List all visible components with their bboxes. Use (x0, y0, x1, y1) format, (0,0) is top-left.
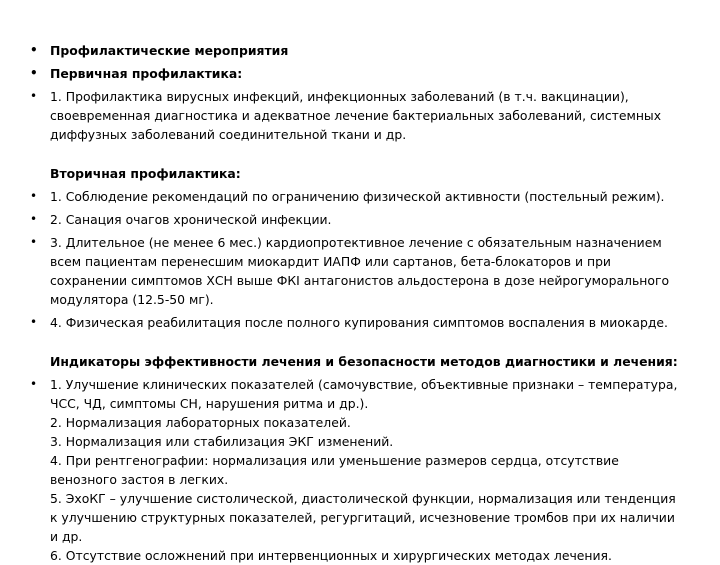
primary-heading: Первичная профилактика: (50, 66, 243, 81)
bullet: • (30, 235, 38, 249)
primary-heading-item (28, 64, 688, 83)
secondary-item-text: 1. Соблюдение рекомендаций по ограничению физической активности (постельный режим). (50, 189, 665, 204)
indicator-line: ЧСС, ЧД, симптомы СН, нарушения ритма и др.). (50, 396, 369, 411)
secondary-line: 3. Длительное (не менее 6 мес.) кардиопротективное лечение с обязательным назначением (50, 235, 662, 250)
indicator-line: 1. Улучшение клинических показателей (самочувствие, объективные признаки – температура, (50, 377, 678, 392)
secondary-line: сохранении симптомов ХСН выше ФКI антагонистов альдостерона в дозе нейрогуморального (50, 273, 670, 288)
bullet: • (30, 43, 38, 57)
indicator-line: 2. Нормализация лабораторных показателей. (50, 415, 351, 430)
secondary-line: всем пациентам перенесшим миокардит ИАПФ или сартанов, бета-блокаторов и при (50, 254, 611, 269)
indicators-heading: Индикаторы эффективности лечения и безопасности методов диагностики и лечения: (50, 354, 678, 369)
primary-line: 1. Профилактика вирусных инфекций, инфекционных заболеваний (в т.ч. вакцинации), (50, 89, 629, 104)
secondary-item-1 (28, 187, 688, 206)
indicator-line: 4. При рентгенографии: нормализация или уменьшение размеров сердца, отсутствие (50, 453, 619, 468)
indicator-line: 6. Отсутствие осложнений при интервенционных и хирургических методах лечения. (50, 548, 612, 563)
secondary-item-2 (28, 210, 688, 229)
indicator-line: 3. Нормализация или стабилизация ЭКГ изменений. (50, 434, 394, 449)
bullet: • (30, 315, 38, 329)
bullet: • (30, 189, 38, 203)
bullet: • (30, 212, 38, 226)
indicator-line: к улучшению структурных показателей, регургитаций, исчезновение тромбов при их наличии (50, 510, 675, 525)
secondary-item-text: 4. Физическая реабилитация после полного купирования симптомов воспаления в миокарде. (50, 315, 668, 330)
bullet: • (30, 89, 38, 103)
indicators-item (28, 375, 688, 565)
bullet: • (30, 66, 38, 80)
primary-line: своевременная диагностика и адекватное лечение бактериальных заболеваний, системных (50, 108, 662, 123)
secondary-heading: Вторичная профилактика: (50, 166, 241, 181)
primary-item-1 (28, 87, 688, 183)
prevention-heading: Профилактические мероприятия (50, 43, 289, 58)
primary-line: диффузных заболеваний соединительной ткани и др. (50, 127, 407, 142)
bullet: • (30, 377, 38, 391)
indicator-line: венозного застоя в легких. (50, 472, 229, 487)
indicator-line: и др. (50, 529, 83, 544)
secondary-item-3 (28, 233, 688, 309)
secondary-item-4 (28, 313, 688, 371)
indicator-line: 5. ЭхоКГ – улучшение систолической, диастолической функции, нормализация или тенденция (50, 491, 676, 506)
prevention-heading-item (28, 41, 688, 60)
secondary-item-text: 2. Санация очагов хронической инфекции. (50, 212, 332, 227)
slide-content (28, 41, 688, 565)
secondary-line: модулятора (12.5-50 мг). (50, 292, 214, 307)
